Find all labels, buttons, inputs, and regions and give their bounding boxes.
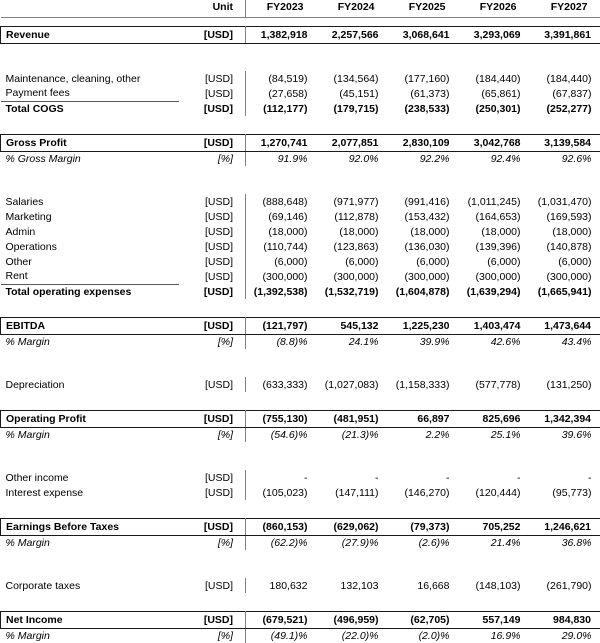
row-net-income-fy2025: (62,705) — [388, 611, 459, 628]
row-operating-profit-unit: [USD] — [179, 410, 246, 427]
row-net-income-margin-fy2023: (49.1)% — [246, 628, 317, 643]
row-operating-margin-label: % Margin — [1, 427, 179, 442]
row-ebt-margin-unit: [%] — [179, 535, 246, 550]
row-operating-margin-fy2027: 39.6% — [530, 427, 600, 442]
row-other-income-fy2023: - — [246, 470, 317, 485]
row-depreciation-unit: [USD] — [179, 377, 246, 392]
row-salaries — [1, 194, 600, 209]
row-ebitda-margin — [1, 334, 600, 349]
row-earnings-before-taxes-label: Earnings Before Taxes — [1, 518, 179, 535]
row-net-income-label: Net Income — [1, 611, 179, 628]
row-rent-label: Rent — [1, 269, 179, 284]
row-total-cogs-unit: [USD] — [179, 101, 246, 116]
row-operating-profit-fy2025: 66,897 — [388, 410, 459, 427]
row-operating-profit-fy2023: (755,130) — [246, 410, 317, 427]
row-payment-fees-fy2024: (45,151) — [317, 86, 388, 101]
row-ebt-margin-fy2024: (27.9)% — [317, 535, 388, 550]
row-corporate-taxes-fy2025: 16,668 — [388, 578, 459, 593]
row-other-opex-fy2025: (6,000) — [388, 254, 459, 269]
row-other-income-unit: [USD] — [179, 470, 246, 485]
row-ebitda-margin-unit: [%] — [179, 334, 246, 349]
row-ebitda-margin-fy2023: (8.8)% — [246, 334, 317, 349]
row-operations-unit: [USD] — [179, 239, 246, 254]
header-period-fy2024: FY2024 — [317, 0, 388, 17]
row-revenue — [1, 26, 600, 43]
spacer-above-gross-profit-2 — [1, 125, 600, 134]
row-ebt-margin-label: % Margin — [1, 535, 179, 550]
row-admin-fy2026: (18,000) — [459, 224, 530, 239]
row-earnings-before-taxes-fy2027: 1,246,621 — [530, 518, 600, 535]
row-operating-profit-fy2026: 825,696 — [459, 410, 530, 427]
row-gross-profit-fy2025: 2,830,109 — [388, 134, 459, 151]
row-rent-unit: [USD] — [179, 269, 246, 284]
row-net-income-margin-label: % Margin — [1, 628, 179, 643]
row-gross-profit-fy2026: 3,042,768 — [459, 134, 530, 151]
header-period-fy2026: FY2026 — [459, 0, 530, 17]
row-corporate-taxes-fy2027: (261,790) — [530, 578, 600, 593]
row-operating-margin-fy2024: (21.3)% — [317, 427, 388, 442]
row-operations-fy2027: (140,878) — [530, 239, 600, 254]
row-operating-profit-label: Operating Profit — [1, 410, 179, 427]
row-gross-margin-fy2023: 91.9% — [246, 151, 317, 166]
row-other-income-fy2027: - — [530, 470, 600, 485]
row-interest-expense-fy2025: (146,270) — [388, 485, 459, 500]
row-interest-expense-fy2024: (147,111) — [317, 485, 388, 500]
row-ebitda-fy2026: 1,403,474 — [459, 317, 530, 334]
row-total-opex-label: Total operating expenses — [1, 284, 179, 299]
row-corporate-taxes-fy2023: 180,632 — [246, 578, 317, 593]
row-other-opex-label: Other — [1, 254, 179, 269]
row-interest-expense-label: Interest expense — [1, 485, 179, 500]
row-net-income-margin — [1, 628, 600, 643]
row-earnings-before-taxes — [1, 518, 600, 535]
row-net-income-fy2026: 557,149 — [459, 611, 530, 628]
row-ebitda-fy2023: (121,797) — [246, 317, 317, 334]
row-total-cogs-label: Total COGS — [1, 101, 179, 116]
row-corporate-taxes-label: Corporate taxes — [1, 578, 179, 593]
row-operations-fy2024: (123,863) — [317, 239, 388, 254]
row-net-income — [1, 611, 600, 628]
row-admin-fy2027: (18,000) — [530, 224, 600, 239]
row-revenue-fy2024: 2,257,566 — [317, 26, 388, 43]
row-net-income-margin-fy2024: (22.0)% — [317, 628, 388, 643]
row-operations — [1, 239, 600, 254]
spacer-above-net-income-2 — [1, 602, 600, 611]
row-ebitda-label: EBITDA — [1, 317, 179, 334]
row-other-income-fy2024: - — [317, 470, 388, 485]
row-total-cogs-fy2026: (250,301) — [459, 101, 530, 116]
row-operations-fy2025: (136,030) — [388, 239, 459, 254]
row-corporate-taxes-fy2026: (148,103) — [459, 578, 530, 593]
row-total-cogs-fy2027: (252,277) — [530, 101, 600, 116]
row-operating-margin-unit: [%] — [179, 427, 246, 442]
row-total-opex-fy2024: (1,532,719) — [317, 284, 388, 299]
row-rent-fy2025: (300,000) — [388, 269, 459, 284]
row-depreciation-fy2025: (1,158,333) — [388, 377, 459, 392]
row-ebitda-margin-fy2026: 42.6% — [459, 334, 530, 349]
row-total-opex-fy2025: (1,604,878) — [388, 284, 459, 299]
spacer-above-ebt — [1, 500, 600, 509]
row-salaries-fy2025: (991,416) — [388, 194, 459, 209]
row-salaries-fy2027: (1,031,470) — [530, 194, 600, 209]
row-other-income-fy2026: - — [459, 470, 530, 485]
row-rent-fy2026: (300,000) — [459, 269, 530, 284]
row-ebitda-fy2025: 1,225,230 — [388, 317, 459, 334]
row-other-opex-fy2026: (6,000) — [459, 254, 530, 269]
row-interest-expense-fy2023: (105,023) — [246, 485, 317, 500]
row-ebitda-unit: [USD] — [179, 317, 246, 334]
row-revenue-fy2027: 3,391,861 — [530, 26, 600, 43]
row-net-income-margin-fy2027: 29.0% — [530, 628, 600, 643]
row-ebt-margin-fy2023: (62.2)% — [246, 535, 317, 550]
row-other-opex-unit: [USD] — [179, 254, 246, 269]
spacer-after-gross-margin — [1, 166, 600, 180]
row-ebt-margin-fy2025: (2.6)% — [388, 535, 459, 550]
row-total-opex-fy2023: (1,392,538) — [246, 284, 317, 299]
header-label-blank — [1, 0, 179, 17]
row-payment-fees-fy2023: (27,658) — [246, 86, 317, 101]
spacer-above-ebitda — [1, 299, 600, 308]
row-corporate-taxes — [1, 578, 600, 593]
row-operating-profit — [1, 410, 600, 427]
row-salaries-fy2024: (971,977) — [317, 194, 388, 209]
row-other-opex-fy2024: (6,000) — [317, 254, 388, 269]
row-gross-margin-unit: [%] — [179, 151, 246, 166]
row-earnings-before-taxes-fy2023: (860,153) — [246, 518, 317, 535]
row-admin-fy2025: (18,000) — [388, 224, 459, 239]
row-total-opex-fy2026: (1,639,294) — [459, 284, 530, 299]
row-operations-label: Operations — [1, 239, 179, 254]
row-corporate-taxes-fy2024: 132,103 — [317, 578, 388, 593]
row-gross-margin-fy2024: 92.0% — [317, 151, 388, 166]
spacer-above-ebitda-2 — [1, 308, 600, 317]
row-ebt-margin — [1, 535, 600, 550]
spacer-after-gross-margin-2 — [1, 180, 600, 194]
row-marketing-fy2027: (169,593) — [530, 209, 600, 224]
row-marketing-fy2023: (69,146) — [246, 209, 317, 224]
row-interest-expense-unit: [USD] — [179, 485, 246, 500]
row-total-opex-fy2027: (1,665,941) — [530, 284, 600, 299]
row-salaries-unit: [USD] — [179, 194, 246, 209]
row-ebt-margin-fy2026: 21.4% — [459, 535, 530, 550]
row-marketing-fy2026: (164,653) — [459, 209, 530, 224]
row-marketing-fy2025: (153,432) — [388, 209, 459, 224]
row-gross-profit-fy2023: 1,270,741 — [246, 134, 317, 151]
row-gross-profit-fy2024: 2,077,851 — [317, 134, 388, 151]
row-net-income-margin-fy2026: 16.9% — [459, 628, 530, 643]
header-period-fy2023: FY2023 — [246, 0, 317, 17]
row-salaries-fy2023: (888,648) — [246, 194, 317, 209]
row-gross-profit-fy2027: 3,139,584 — [530, 134, 600, 151]
row-ebitda-margin-fy2024: 24.1% — [317, 334, 388, 349]
row-total-opex-unit: [USD] — [179, 284, 246, 299]
row-other-income-fy2025: - — [388, 470, 459, 485]
row-operations-fy2023: (110,744) — [246, 239, 317, 254]
row-interest-expense — [1, 485, 600, 500]
row-gross-margin-fy2025: 92.2% — [388, 151, 459, 166]
row-total-cogs-fy2023: (112,177) — [246, 101, 317, 116]
row-ebt-margin-fy2027: 36.8% — [530, 535, 600, 550]
row-net-income-margin-unit: [%] — [179, 628, 246, 643]
row-total-cogs — [1, 101, 600, 116]
row-revenue-unit: [USD] — [179, 26, 246, 43]
row-ebitda-margin-fy2025: 39.9% — [388, 334, 459, 349]
spacer-after-revenue-2 — [1, 57, 600, 71]
row-depreciation-fy2027: (131,250) — [530, 377, 600, 392]
table-header-row — [1, 0, 600, 17]
row-ebitda-margin-fy2027: 43.4% — [530, 334, 600, 349]
spacer-after-ebt-margin-2 — [1, 564, 600, 578]
row-revenue-label: Revenue — [1, 26, 179, 43]
header-unit: Unit — [179, 0, 246, 17]
header-period-fy2027: FY2027 — [530, 0, 600, 17]
row-interest-expense-fy2027: (95,773) — [530, 485, 600, 500]
row-depreciation-fy2024: (1,027,083) — [317, 377, 388, 392]
row-payment-fees-fy2027: (67,837) — [530, 86, 600, 101]
row-earnings-before-taxes-fy2025: (79,373) — [388, 518, 459, 535]
row-total-opex — [1, 284, 600, 299]
row-depreciation-fy2023: (633,333) — [246, 377, 317, 392]
row-net-income-margin-fy2025: (2.0)% — [388, 628, 459, 643]
row-ebitda-fy2027: 1,473,644 — [530, 317, 600, 334]
row-revenue-fy2026: 3,293,069 — [459, 26, 530, 43]
row-maintenance — [1, 71, 600, 86]
row-admin-fy2024: (18,000) — [317, 224, 388, 239]
row-revenue-fy2023: 1,382,918 — [246, 26, 317, 43]
row-depreciation — [1, 377, 600, 392]
row-revenue-fy2025: 3,068,641 — [388, 26, 459, 43]
row-depreciation-label: Depreciation — [1, 377, 179, 392]
row-rent-fy2023: (300,000) — [246, 269, 317, 284]
row-operations-fy2026: (139,396) — [459, 239, 530, 254]
row-payment-fees-fy2025: (61,373) — [388, 86, 459, 101]
spacer-above-operating-profit-2 — [1, 401, 600, 410]
row-salaries-fy2026: (1,011,245) — [459, 194, 530, 209]
row-net-income-fy2024: (496,959) — [317, 611, 388, 628]
row-maintenance-fy2026: (184,440) — [459, 71, 530, 86]
row-admin-unit: [USD] — [179, 224, 246, 239]
row-admin-label: Admin — [1, 224, 179, 239]
row-earnings-before-taxes-unit: [USD] — [179, 518, 246, 535]
spacer-above-net-income — [1, 593, 600, 602]
row-rent-fy2024: (300,000) — [317, 269, 388, 284]
row-marketing — [1, 209, 600, 224]
spacer-after-operating-margin — [1, 442, 600, 456]
row-gross-profit-unit: [USD] — [179, 134, 246, 151]
row-operating-profit-fy2027: 1,342,394 — [530, 410, 600, 427]
row-earnings-before-taxes-fy2026: 705,252 — [459, 518, 530, 535]
row-salaries-label: Salaries — [1, 194, 179, 209]
row-other-opex-fy2023: (6,000) — [246, 254, 317, 269]
spacer-above-revenue — [1, 17, 600, 26]
row-gross-margin-fy2027: 92.6% — [530, 151, 600, 166]
row-ebitda-fy2024: 545,132 — [317, 317, 388, 334]
spacer-after-ebitda-margin-2 — [1, 363, 600, 377]
row-maintenance-fy2025: (177,160) — [388, 71, 459, 86]
header-period-fy2025: FY2025 — [388, 0, 459, 17]
spacer-after-ebt-margin — [1, 550, 600, 564]
row-operating-margin-fy2026: 25.1% — [459, 427, 530, 442]
row-depreciation-fy2026: (577,778) — [459, 377, 530, 392]
row-marketing-fy2024: (112,878) — [317, 209, 388, 224]
row-total-cogs-fy2024: (179,715) — [317, 101, 388, 116]
spacer-after-revenue — [1, 43, 600, 57]
spacer-after-ebitda-margin — [1, 349, 600, 363]
row-earnings-before-taxes-fy2024: (629,062) — [317, 518, 388, 535]
row-other-income — [1, 470, 600, 485]
row-net-income-unit: [USD] — [179, 611, 246, 628]
row-maintenance-fy2027: (184,440) — [530, 71, 600, 86]
row-gross-margin-fy2026: 92.4% — [459, 151, 530, 166]
row-other-income-label: Other income — [1, 470, 179, 485]
spacer-after-operating-margin-2 — [1, 456, 600, 470]
spacer-above-operating-profit — [1, 392, 600, 401]
row-payment-fees-label: Payment fees — [1, 86, 179, 101]
spacer-above-ebt-2 — [1, 509, 600, 518]
row-ebitda — [1, 317, 600, 334]
row-marketing-label: Marketing — [1, 209, 179, 224]
row-rent-fy2027: (300,000) — [530, 269, 600, 284]
row-gross-margin-label: % Gross Margin — [1, 151, 179, 166]
row-gross-profit — [1, 134, 600, 151]
row-payment-fees-fy2026: (65,861) — [459, 86, 530, 101]
row-total-cogs-fy2025: (238,533) — [388, 101, 459, 116]
row-operating-margin-fy2023: (54.6)% — [246, 427, 317, 442]
row-rent — [1, 269, 600, 284]
row-other-opex-fy2027: (6,000) — [530, 254, 600, 269]
row-maintenance-fy2023: (84,519) — [246, 71, 317, 86]
row-gross-margin — [1, 151, 600, 166]
row-admin-fy2023: (18,000) — [246, 224, 317, 239]
row-payment-fees — [1, 86, 600, 101]
row-marketing-unit: [USD] — [179, 209, 246, 224]
row-corporate-taxes-unit: [USD] — [179, 578, 246, 593]
row-other-opex — [1, 254, 600, 269]
row-ebitda-margin-label: % Margin — [1, 334, 179, 349]
row-operating-margin-fy2025: 2.2% — [388, 427, 459, 442]
row-maintenance-unit: [USD] — [179, 71, 246, 86]
row-gross-profit-label: Gross Profit — [1, 134, 179, 151]
row-operating-margin — [1, 427, 600, 442]
row-net-income-fy2027: 984,830 — [530, 611, 600, 628]
row-net-income-fy2023: (679,521) — [246, 611, 317, 628]
row-maintenance-fy2024: (134,564) — [317, 71, 388, 86]
row-interest-expense-fy2026: (120,444) — [459, 485, 530, 500]
spacer-above-gross-profit — [1, 116, 600, 125]
row-payment-fees-unit: [USD] — [179, 86, 246, 101]
row-operating-profit-fy2024: (481,951) — [317, 410, 388, 427]
row-admin — [1, 224, 600, 239]
row-maintenance-label: Maintenance, cleaning, other — [1, 71, 179, 86]
